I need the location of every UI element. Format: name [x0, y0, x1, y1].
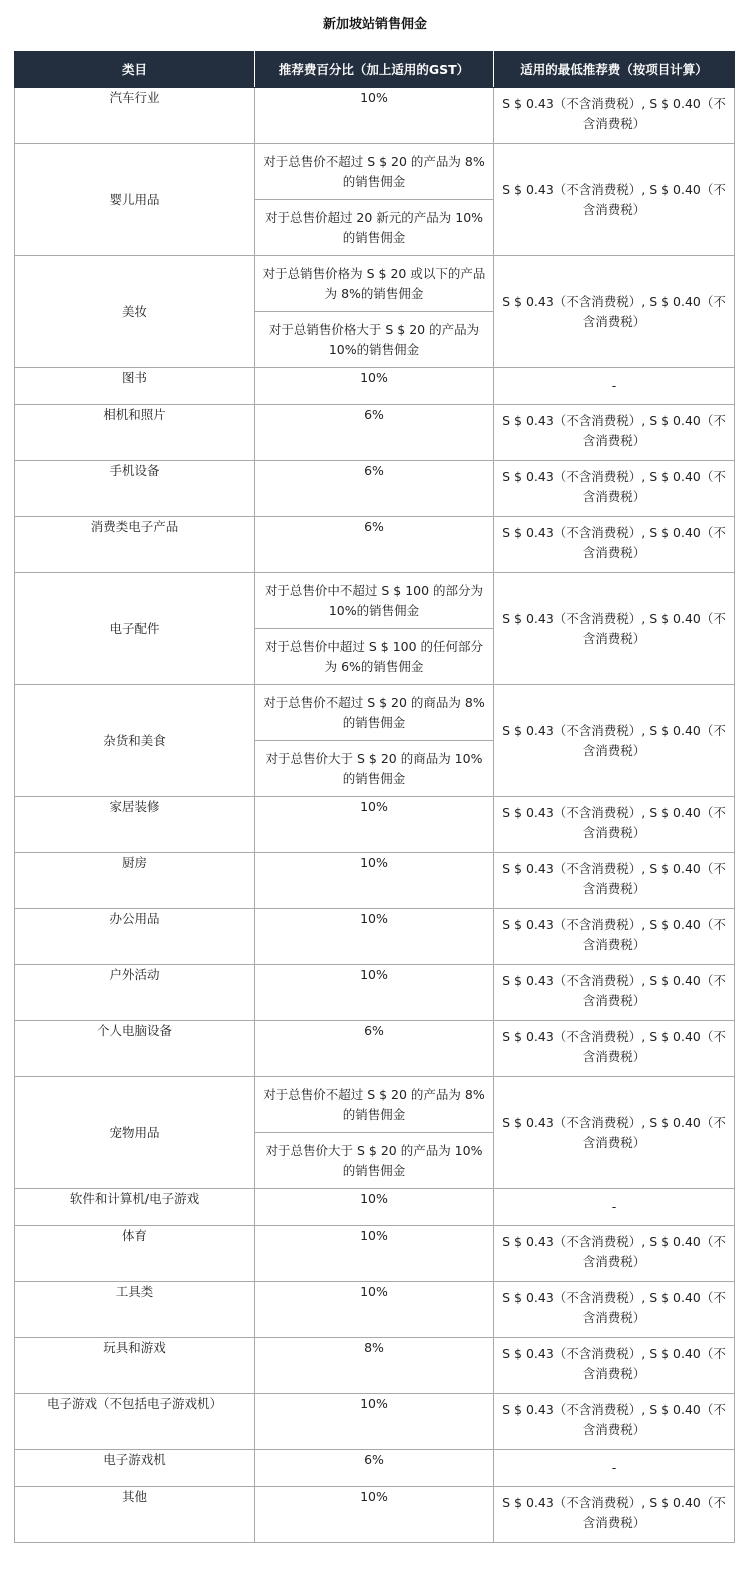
minimum-fee-cell: S $ 0.43（不含消费税）, S $ 0.40（不含消费税）: [494, 1077, 735, 1189]
table-row: [15, 1394, 735, 1450]
percentage-cell: 6%: [255, 1450, 494, 1487]
percentage-cell: 6%: [255, 517, 494, 573]
minimum-fee-cell: -: [494, 1189, 735, 1226]
percentage-cell: 对于总售价大于 S $ 20 的商品为 10%的销售佣金: [255, 741, 494, 797]
category-cell: 电子配件: [15, 573, 255, 685]
category-cell: 相机和照片: [15, 405, 255, 461]
minimum-fee-cell: S $ 0.43（不含消费税）, S $ 0.40（不含消费税）: [494, 797, 735, 853]
percentage-cell: 10%: [255, 1282, 494, 1338]
percentage-cell: 10%: [255, 1189, 494, 1226]
category-cell: 办公用品: [15, 909, 255, 965]
table-row: [15, 461, 735, 517]
category-cell: 美妆: [15, 256, 255, 368]
table-row: [15, 256, 735, 312]
category-cell: 软件和计算机/电子游戏: [15, 1189, 255, 1226]
category-cell: 个人电脑设备: [15, 1021, 255, 1077]
table-row: [15, 1338, 735, 1394]
table-row: [15, 685, 735, 741]
table-row: [15, 1450, 735, 1487]
minimum-fee-cell: S $ 0.43（不含消费税）, S $ 0.40（不含消费税）: [494, 1394, 735, 1450]
table-row: [15, 573, 735, 629]
table-row: [15, 517, 735, 573]
minimum-fee-cell: S $ 0.43（不含消费税）, S $ 0.40（不含消费税）: [494, 88, 735, 144]
header-minimum-fee: 适用的最低推荐费（按项目计算）: [494, 52, 735, 88]
table-header-row: [15, 52, 735, 88]
table-row: [15, 797, 735, 853]
minimum-fee-cell: S $ 0.43（不含消费税）, S $ 0.40（不含消费税）: [494, 461, 735, 517]
page-title: 新加坡站销售佣金: [322, 17, 427, 32]
table-body: [15, 88, 735, 1543]
table-row: [15, 1189, 735, 1226]
table-row: [15, 405, 735, 461]
header-percentage: 推荐费百分比（加上适用的GST）: [255, 52, 494, 88]
minimum-fee-cell: S $ 0.43（不含消费税）, S $ 0.40（不含消费税）: [494, 1282, 735, 1338]
minimum-fee-cell: S $ 0.43（不含消费税）, S $ 0.40（不含消费税）: [494, 517, 735, 573]
percentage-cell: 6%: [255, 461, 494, 517]
table-row: [15, 368, 735, 405]
minimum-fee-cell: S $ 0.43（不含消费税）, S $ 0.40（不含消费税）: [494, 1226, 735, 1282]
percentage-cell: 10%: [255, 1394, 494, 1450]
percentage-cell: 10%: [255, 1487, 494, 1543]
percentage-cell: 6%: [255, 405, 494, 461]
minimum-fee-cell: S $ 0.43（不含消费税）, S $ 0.40（不含消费税）: [494, 1338, 735, 1394]
table-row: [15, 1021, 735, 1077]
percentage-cell: 10%: [255, 909, 494, 965]
category-cell: 杂货和美食: [15, 685, 255, 797]
category-cell: 体育: [15, 1226, 255, 1282]
percentage-cell: 对于总售价大于 S $ 20 的产品为 10%的销售佣金: [255, 1133, 494, 1189]
percentage-cell: 对于总售价中不超过 S $ 100 的部分为 10%的销售佣金: [255, 573, 494, 629]
table-row: [15, 909, 735, 965]
header-category: 类目: [15, 52, 255, 88]
category-cell: 家居装修: [15, 797, 255, 853]
commission-table: [14, 51, 735, 1543]
category-cell: 玩具和游戏: [15, 1338, 255, 1394]
percentage-cell: 10%: [255, 797, 494, 853]
minimum-fee-cell: S $ 0.43（不含消费税）, S $ 0.40（不含消费税）: [494, 965, 735, 1021]
percentage-cell: 对于总售价不超过 S $ 20 的产品为 8%的销售佣金: [255, 144, 494, 200]
table-row: [15, 1077, 735, 1133]
minimum-fee-cell: S $ 0.43（不含消费税）, S $ 0.40（不含消费税）: [494, 256, 735, 368]
category-cell: 户外活动: [15, 965, 255, 1021]
table-row: [15, 965, 735, 1021]
percentage-cell: 对于总售价不超过 S $ 20 的产品为 8%的销售佣金: [255, 1077, 494, 1133]
category-cell: 工具类: [15, 1282, 255, 1338]
category-cell: 其他: [15, 1487, 255, 1543]
percentage-cell: 对于总售价中超过 S $ 100 的任何部分为 6%的销售佣金: [255, 629, 494, 685]
table-row: [15, 88, 735, 144]
minimum-fee-cell: S $ 0.43（不含消费税）, S $ 0.40（不含消费税）: [494, 144, 735, 256]
category-cell: 消费类电子产品: [15, 517, 255, 573]
table-row: [15, 1282, 735, 1338]
minimum-fee-cell: S $ 0.43（不含消费税）, S $ 0.40（不含消费税）: [494, 1487, 735, 1543]
minimum-fee-cell: S $ 0.43（不含消费税）, S $ 0.40（不含消费税）: [494, 573, 735, 685]
category-cell: 厨房: [15, 853, 255, 909]
category-cell: 汽车行业: [15, 88, 255, 144]
category-cell: 电子游戏（不包括电子游戏机）: [15, 1394, 255, 1450]
category-cell: 图书: [15, 368, 255, 405]
category-cell: 婴儿用品: [15, 144, 255, 256]
minimum-fee-cell: S $ 0.43（不含消费税）, S $ 0.40（不含消费税）: [494, 853, 735, 909]
percentage-cell: 10%: [255, 853, 494, 909]
table-row: [15, 853, 735, 909]
minimum-fee-cell: -: [494, 1450, 735, 1487]
percentage-cell: 10%: [255, 1226, 494, 1282]
category-cell: 手机设备: [15, 461, 255, 517]
table-row: [15, 144, 735, 200]
percentage-cell: 8%: [255, 1338, 494, 1394]
percentage-cell: 对于总销售价格大于 S $ 20 的产品为 10%的销售佣金: [255, 312, 494, 368]
category-cell: 宠物用品: [15, 1077, 255, 1189]
table-row: [15, 1226, 735, 1282]
minimum-fee-cell: S $ 0.43（不含消费税）, S $ 0.40（不含消费税）: [494, 405, 735, 461]
minimum-fee-cell: S $ 0.43（不含消费税）, S $ 0.40（不含消费税）: [494, 1021, 735, 1077]
percentage-cell: 6%: [255, 1021, 494, 1077]
percentage-cell: 10%: [255, 965, 494, 1021]
minimum-fee-cell: S $ 0.43（不含消费税）, S $ 0.40（不含消费税）: [494, 909, 735, 965]
percentage-cell: 10%: [255, 88, 494, 144]
percentage-cell: 对于总售价不超过 S $ 20 的商品为 8%的销售佣金: [255, 685, 494, 741]
minimum-fee-cell: S $ 0.43（不含消费税）, S $ 0.40（不含消费税）: [494, 685, 735, 797]
minimum-fee-cell: -: [494, 368, 735, 405]
category-cell: 电子游戏机: [15, 1450, 255, 1487]
percentage-cell: 对于总销售价格为 S $ 20 或以下的产品为 8%的销售佣金: [255, 256, 494, 312]
percentage-cell: 对于总售价超过 20 新元的产品为 10%的销售佣金: [255, 200, 494, 256]
table-row: [15, 1487, 735, 1543]
percentage-cell: 10%: [255, 368, 494, 405]
